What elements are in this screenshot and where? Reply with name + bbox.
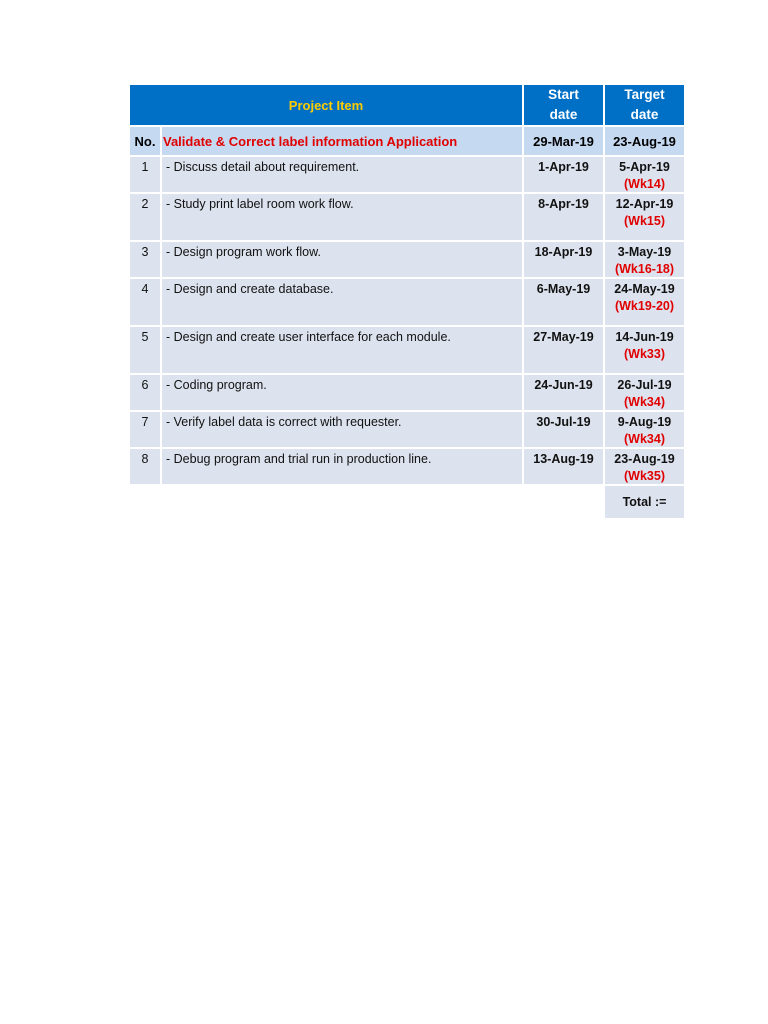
- task-description: - Discuss detail about requirement.: [162, 157, 522, 192]
- total-row: [130, 486, 684, 518]
- task-number: 6: [130, 375, 160, 410]
- task-target-date: 12-Apr-19 (Wk15): [605, 194, 684, 240]
- table-row: [130, 194, 684, 240]
- table-row: [130, 157, 684, 192]
- task-start-date: 30-Jul-19: [524, 412, 603, 447]
- task-number: 7: [130, 412, 160, 447]
- task-start-date: 1-Apr-19: [524, 157, 603, 192]
- task-target-date: 23-Aug-19 (Wk35): [605, 449, 684, 484]
- task-description: - Coding program.: [162, 375, 522, 410]
- table-row: [130, 412, 684, 447]
- task-week: (Wk19-20): [614, 299, 675, 313]
- table-row: [130, 375, 684, 410]
- task-target-date: 9-Aug-19 (Wk34): [605, 412, 684, 447]
- project-start-date: 29-Mar-19: [524, 127, 603, 155]
- task-number: 8: [130, 449, 160, 484]
- task-number: 3: [130, 242, 160, 277]
- task-description: - Debug program and trial run in production line.: [162, 449, 522, 484]
- task-number: 4: [130, 279, 160, 325]
- task-week: (Wk16-18): [614, 262, 675, 276]
- project-item-header: Project Item: [130, 85, 522, 125]
- task-description: - Design and create user interface for each module.: [162, 327, 522, 373]
- task-start-date: 13-Aug-19: [524, 449, 603, 484]
- task-start-date: 8-Apr-19: [524, 194, 603, 240]
- table-row: [130, 327, 684, 373]
- task-week: (Wk14): [624, 177, 665, 191]
- table-row: [130, 242, 684, 277]
- task-description: - Design program work flow.: [162, 242, 522, 277]
- task-start-date: 18-Apr-19: [524, 242, 603, 277]
- task-target-date: 5-Apr-19 (Wk14): [605, 157, 684, 192]
- total-label: Total :=: [605, 486, 684, 518]
- start-date-header: Start date: [524, 85, 603, 125]
- table-row: [130, 449, 684, 484]
- task-week: (Wk15): [624, 214, 665, 228]
- task-target-date: 14-Jun-19 (Wk33): [605, 327, 684, 373]
- task-number: 1: [130, 157, 160, 192]
- task-target-date: 24-May-19 (Wk19-20): [605, 279, 684, 325]
- task-start-date: 24-Jun-19: [524, 375, 603, 410]
- task-description: - Design and create database.: [162, 279, 522, 325]
- header-row: [130, 85, 684, 125]
- task-description: - Verify label data is correct with requester.: [162, 412, 522, 447]
- task-target-date: 3-May-19 (Wk16-18): [605, 242, 684, 277]
- project-schedule-table: [130, 85, 684, 518]
- task-week: (Wk34): [624, 432, 665, 446]
- task-week: (Wk35): [624, 469, 665, 483]
- task-week: (Wk34): [624, 395, 665, 409]
- project-target-date: 23-Aug-19: [605, 127, 684, 155]
- task-week: (Wk33): [624, 347, 665, 361]
- project-row: [130, 127, 684, 155]
- task-number: 5: [130, 327, 160, 373]
- project-name: Validate & Correct label information Application: [162, 127, 522, 155]
- task-target-date: 26-Jul-19 (Wk34): [605, 375, 684, 410]
- no-label: No.: [130, 127, 160, 155]
- task-description: - Study print label room work flow.: [162, 194, 522, 240]
- task-start-date: 6-May-19: [524, 279, 603, 325]
- table-row: [130, 279, 684, 325]
- task-number: 2: [130, 194, 160, 240]
- task-start-date: 27-May-19: [524, 327, 603, 373]
- target-date-header: Target date: [605, 85, 684, 125]
